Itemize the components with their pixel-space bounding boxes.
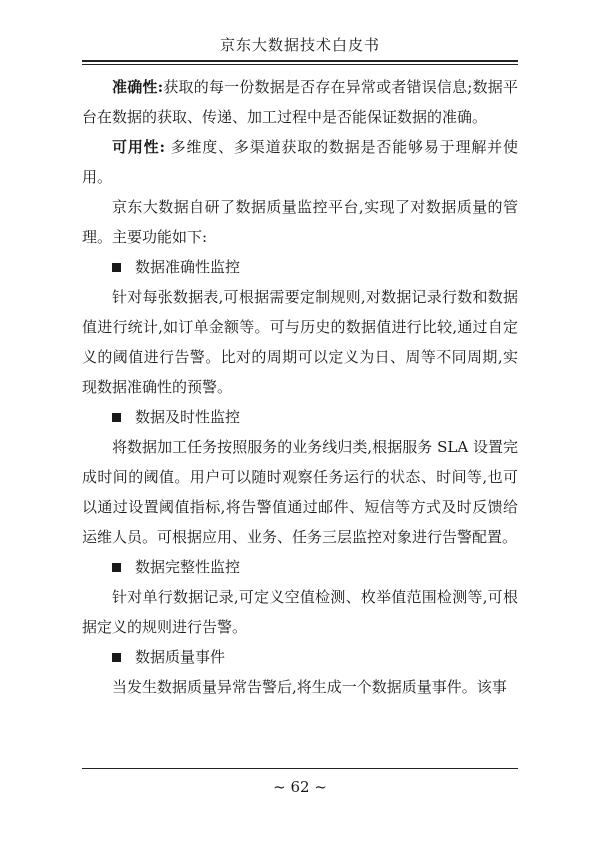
accuracy-term: 准确性: [112,78,164,96]
section-heading-accuracy-monitoring [82,252,518,282]
section-heading-text: 数据准确性监控 [135,258,241,276]
square-bullet-icon [112,563,121,572]
usability-term: 可用性: [112,138,166,156]
section-heading-timeliness-monitoring [82,402,518,432]
header-rule-thin [82,64,518,65]
square-bullet-icon [112,653,121,662]
page-number: ~ 62 ~ [273,778,327,796]
section-heading-text: 数据及时性监控 [135,408,241,426]
completeness-monitoring-paragraph: 针对单行数据记录,可定义空值检测、枚举值范围检测等,可根据定义的规则进行告警。 [82,588,518,636]
accuracy-paragraph [82,72,518,132]
timeliness-monitoring-paragraph: 将数据加工任务按照服务的业务线归类,根据服务 SLA 设置完成时间的阈值。用户可以随时观察任务运行的状态、时间等,也可以通过设置阈值指标,将告警值通过邮件、短信等方式及时反馈给运维人员。可根据应用、业务、任务三层监控对象进行告警配置。 [82,438,518,546]
square-bullet-icon [112,413,121,422]
header-rule-thick [82,60,518,62]
usability-text: 多维度、多渠道获取的数据是否能够易于理解并使用。 [82,138,518,186]
accuracy-monitoring-paragraph: 针对每张数据表,可根据需要定制规则,对数据记录行数和数据值进行统计,如订单金额等。可与历史的数据值进行比较,通过自定义的阈值进行告警。比对的周期可以定义为日、周等不同周期,实现数据准确性的预警。 [82,288,518,396]
section-heading-text: 数据质量事件 [135,648,226,666]
accuracy-text: 获取的每一份数据是否存在异常或者错误信息;数据平台在数据的获取、传递、加工过程中是否能保证数据的准确。 [82,78,518,126]
running-header-title: 京东大数据技术白皮书 [219,36,380,54]
quality-events-paragraph: 当发生数据质量异常告警后,将生成一个数据质量事件。该事 [112,678,507,696]
square-bullet-icon [112,263,121,272]
page-body [82,72,518,702]
section-heading-quality-events [82,642,518,672]
intro-paragraph: 京东大数据自研了数据质量监控平台,实现了对数据质量的管理。主要功能如下: [82,198,518,246]
section-heading-text: 数据完整性监控 [135,558,241,576]
usability-paragraph [82,132,518,192]
footer-rule [82,768,518,769]
section-heading-completeness-monitoring [82,552,518,582]
